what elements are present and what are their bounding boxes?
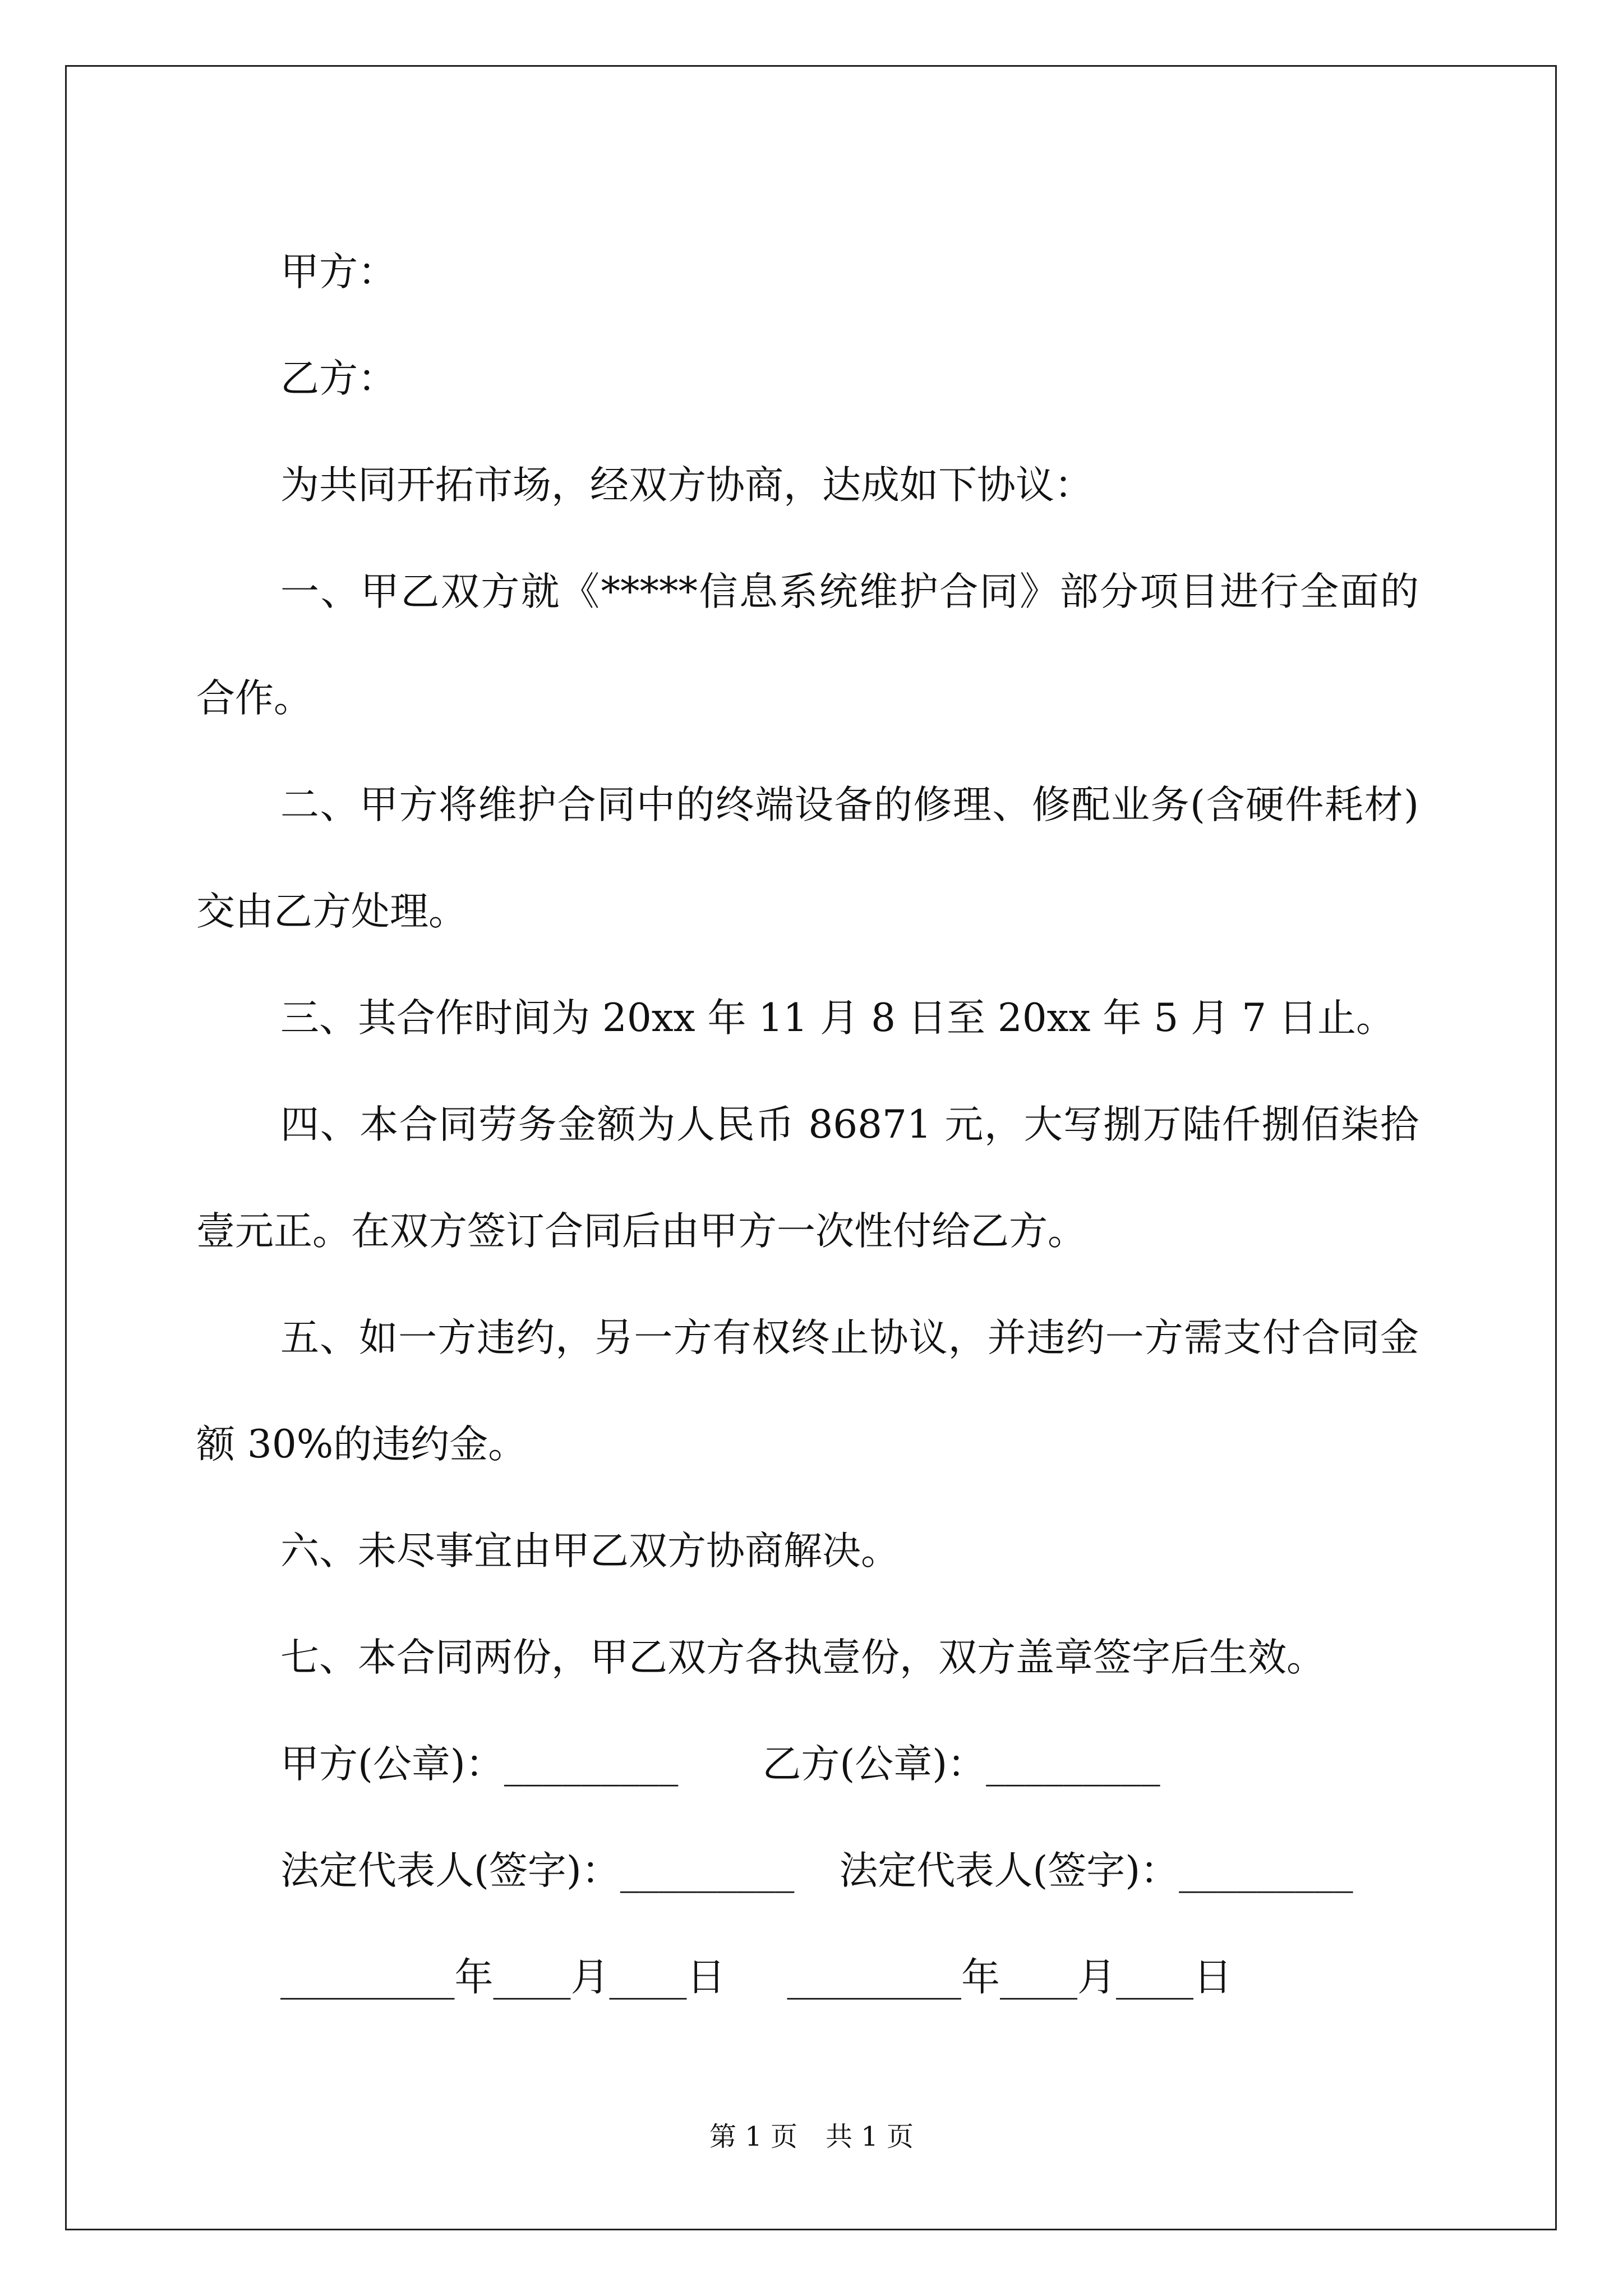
- clause-4: 四、本合同劳务金额为人民币 86871 元，大写捌万陆仟捌佰柒拾壹元正。在双方签订合同后由甲方一次性付给乙方。: [196, 1102, 1419, 1254]
- party-a-line: 甲方：: [280, 250, 396, 295]
- clause-7: 七、本合同两份，甲乙双方各执壹份，双方盖章签字后生效。: [280, 1635, 1325, 1680]
- representative-row: [196, 1818, 1419, 1924]
- clause-6: 六、未尽事宜由甲乙双方协商解决。: [280, 1529, 900, 1573]
- clause-5: 五、如一方违约，另一方有权终止协议，并违约一方需支付合同金额 30%的违约金。: [196, 1315, 1419, 1467]
- seal-row: [196, 1711, 1419, 1818]
- clause-3: 三、其合作时间为 20xx 年 11 月 8 日至 20xx 年 5 月 7 日止。: [280, 996, 1395, 1041]
- clause-1: 一、甲乙双方就《*****信息系统维护合同》部分项目进行全面的合作。: [196, 569, 1419, 721]
- party-b-rep-field: 法定代表人(签字)：_________: [839, 1848, 1353, 1893]
- page-footer: [0, 2115, 1623, 2154]
- page-number: 第 1 页: [709, 2121, 797, 2152]
- date-row: [196, 1924, 1419, 2031]
- contract-body: [196, 219, 1419, 2031]
- party-b-seal-field: 乙方(公章)：_________: [762, 1742, 1160, 1787]
- party-a-rep-field: 法定代表人(签字)：_________: [280, 1848, 795, 1893]
- page-count: 共 1 页: [826, 2121, 914, 2152]
- party-a-date-field: _________年____月____日: [280, 1955, 726, 2000]
- party-b-line: 乙方：: [280, 356, 396, 401]
- party-b-date-field: _________年____月____日: [787, 1955, 1232, 2000]
- party-a-seal-field: 甲方(公章)：_________: [280, 1742, 679, 1787]
- intro-paragraph: 为共同开拓市场，经双方协商，达成如下协议：: [280, 463, 1093, 508]
- clause-2: 二、甲方将维护合同中的终端设备的修理、修配业务(含硬件耗材)交由乙方处理。: [196, 783, 1419, 934]
